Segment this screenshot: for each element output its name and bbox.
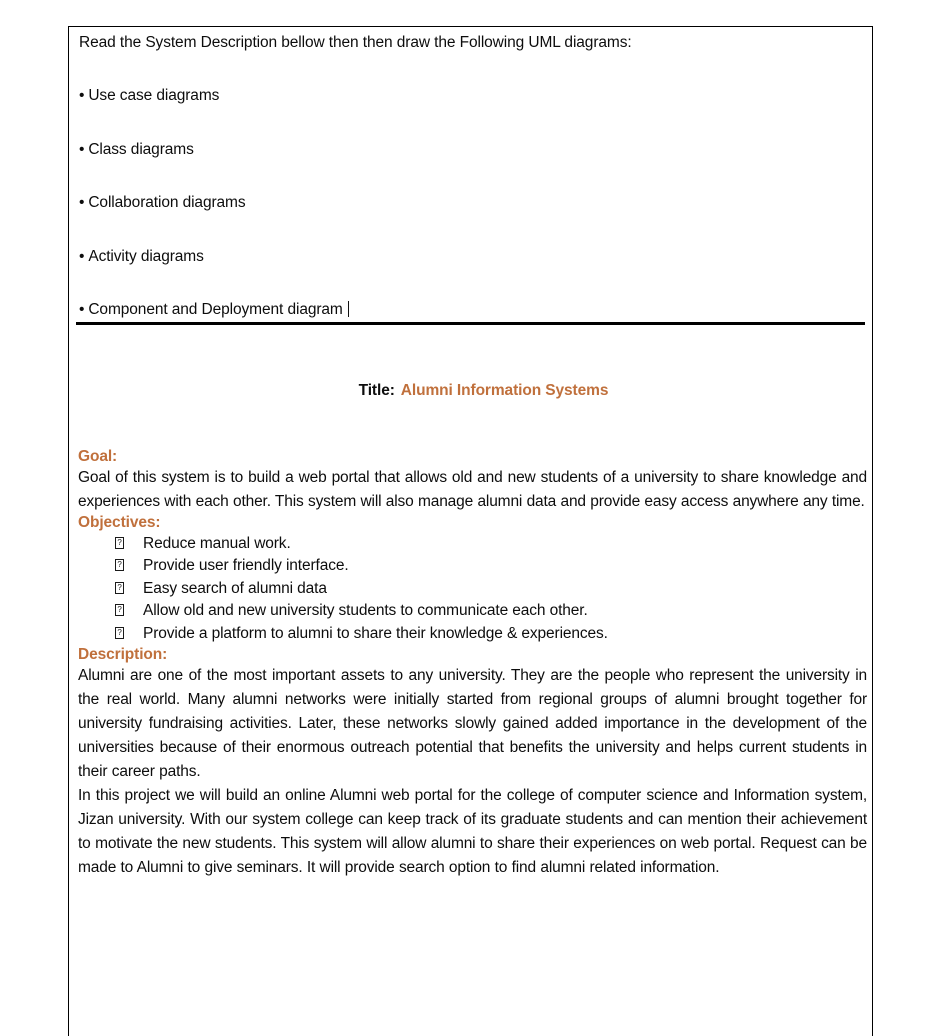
uml-diagram-list: [78, 86, 863, 319]
list-item-label: Use case diagrams: [88, 87, 220, 105]
missing-glyph-bullet-icon: [115, 537, 124, 549]
missing-glyph-bullet-icon: [115, 627, 124, 639]
task-intro-line: Read the System Description bellow then then draw the Following UML diagrams:: [79, 34, 632, 51]
goal-heading: Goal:: [78, 448, 118, 465]
list-item: [78, 86, 863, 105]
section-divider: [76, 322, 865, 325]
bullet-icon: •: [79, 247, 85, 265]
description-heading: Description:: [78, 645, 168, 663]
list-item-label: Allow old and new university students to communicate each other.: [143, 602, 588, 620]
description-paragraph-1: Alumni are one of the most important assets to any university. They are the people who represent the university in the real world. Many alumni networks were initially started from regional groups of alumni brought together for university fundraising activities. Later, these networks slowly gained added importance in the development of the universities because of their enormous outreach potential that benefits the university and helps current students in their career paths.: [78, 667, 867, 781]
list-item: [78, 193, 863, 212]
list-item-label: Class diagrams: [88, 140, 194, 158]
text-cursor: [348, 301, 349, 317]
missing-glyph-bullet-icon: [115, 604, 124, 616]
list-item: [78, 300, 863, 319]
task-instructions-block: [78, 27, 863, 319]
list-item: [115, 623, 867, 646]
list-item-label: Provide a platform to alumni to share their knowledge & experiences.: [143, 625, 608, 643]
objectives-list: [78, 533, 867, 646]
list-item-label: Activity diagrams: [88, 247, 204, 265]
list-item-label: Easy search of alumni data: [143, 579, 327, 597]
description-paragraph-2: In this project we will build an online Alumni web portal for the college of computer science and Information system, Jizan university. With our system college can keep track of its graduate students and can mention their achievement to motivate the new students. This system will allow alumni to share their experiences on web portal. Request can be made to Alumni to give seminars. It will provide search option to find alumni related information.: [78, 787, 867, 877]
list-item: [115, 578, 867, 601]
title-label: Title:: [358, 382, 395, 399]
list-item: [115, 533, 867, 556]
page-title: [78, 382, 867, 400]
page-content: [69, 27, 872, 1036]
system-description-body: [78, 382, 867, 880]
list-item: [115, 555, 867, 578]
list-item-label: Provide user friendly interface.: [143, 557, 349, 575]
bullet-icon: •: [79, 300, 85, 318]
list-item-label: Reduce manual work.: [143, 534, 291, 552]
bullet-icon: •: [79, 87, 85, 105]
list-item-label: Collaboration diagrams: [88, 194, 246, 212]
list-item: [78, 140, 863, 159]
goal-text: Goal of this system is to build a web portal that allows old and new students of a university to share knowledge and experiences with each other. This system will also manage alumni data and provide easy access anywhere any time.: [78, 469, 867, 511]
title-value: Alumni Information Systems: [400, 382, 609, 399]
missing-glyph-bullet-icon: [115, 559, 124, 571]
list-item: [115, 600, 867, 623]
bullet-icon: •: [79, 140, 85, 158]
document-page: [68, 26, 873, 1036]
list-item: [78, 247, 863, 266]
bullet-icon: •: [79, 194, 85, 212]
list-item-label: Component and Deployment diagram: [88, 300, 343, 318]
objectives-heading: Objectives:: [78, 514, 161, 532]
missing-glyph-bullet-icon: [115, 582, 124, 594]
